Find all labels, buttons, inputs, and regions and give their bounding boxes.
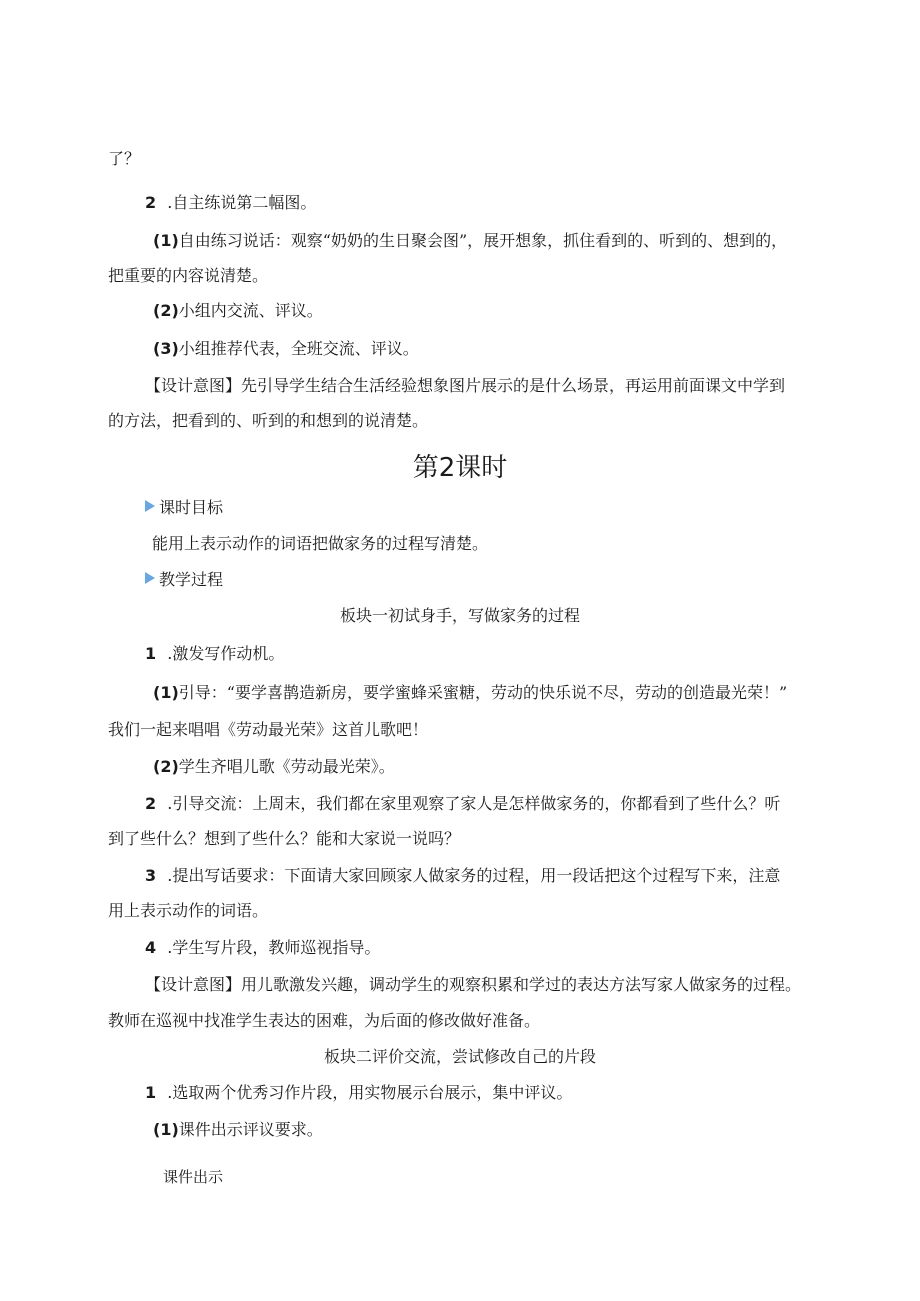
item-number: (3): [153, 339, 179, 358]
sub-item: [153, 339, 419, 359]
item-number: 2: [145, 193, 157, 212]
text-line: 到了些什么？想到了些什么？能和大家说一说吗？: [108, 829, 461, 848]
triangle-marker-icon: [145, 500, 155, 512]
item-number: 3: [145, 866, 157, 885]
text-line: 我们一起来唱唱《劳动最光荣》这首儿歌吧！: [108, 720, 429, 739]
item-number: 1: [145, 644, 157, 663]
item-number: (1): [153, 1120, 179, 1139]
item-text: 学生齐唱儿歌《劳动最光荣》。: [178, 757, 395, 776]
item-number: (1): [153, 231, 179, 250]
text-line: 教师在巡视中找准学生表达的困难，为后面的修改做好准备。: [108, 1011, 541, 1030]
sub-item: [153, 757, 395, 777]
item-text: .引导交流：上周末，我们都在家里观察了家人是怎样做家务的，你都看到了些什么？听: [167, 794, 781, 813]
sub-item: [153, 1120, 323, 1140]
block-heading: 板块二评价交流，尝试修改自己的片段: [323, 1047, 596, 1066]
list-item: [145, 1083, 572, 1103]
item-text: .学生写片段，教师巡视指导。: [167, 938, 381, 957]
heading-text: 教学过程: [159, 570, 224, 589]
text-line: 用上表示动作的词语。: [108, 901, 269, 920]
item-number: 1: [145, 1083, 157, 1102]
item-text: .提出写话要求：下面请大家回顾家人做家务的过程，用一段话把这个过程写下来，注意: [167, 866, 781, 885]
item-text: .选取两个优秀习作片段，用实物展示台展示，集中评议。: [167, 1083, 573, 1102]
triangle-marker-icon: [145, 572, 155, 584]
design-intent: 【设计意图】用儿歌激发兴趣，调动学生的观察积累和学过的表达方法写家人做家务的过程。: [145, 975, 802, 994]
item-number: 4: [145, 938, 157, 957]
item-text: .激发写作动机。: [167, 644, 285, 663]
text-line: 了？: [108, 149, 141, 168]
item-number: (2): [153, 757, 179, 776]
block-heading: 板块一初试身手，写做家务的过程: [339, 606, 580, 625]
sub-item: [153, 683, 787, 703]
section-heading-process: [145, 570, 223, 590]
text-line: 能用上表示动作的词语把做家务的过程写清楚。: [152, 534, 489, 553]
section-heading-goal: [145, 498, 223, 518]
item-number: 2: [145, 794, 157, 813]
design-intent: 【设计意图】先引导学生结合生活经验想象图片展示的是什么场景，再运用前面课文中学到: [145, 376, 786, 395]
item-number: (2): [153, 301, 179, 320]
item-text: 小组推荐代表，全班交流、评议。: [178, 339, 419, 358]
list-item: [145, 938, 380, 958]
item-text: 小组内交流、评议。: [178, 301, 323, 320]
courseware-label: 课件出示: [163, 1168, 224, 1186]
item-number: (1): [153, 683, 179, 702]
list-item: [145, 644, 284, 664]
list-item: [145, 193, 316, 213]
sub-item: [153, 231, 787, 251]
sub-item: [153, 301, 323, 321]
lesson-title: 第2课时: [412, 453, 508, 483]
item-text: 课件出示评议要求。: [178, 1120, 323, 1139]
heading-text: 课时目标: [159, 498, 224, 517]
text-line: 把重要的内容说清楚。: [108, 266, 269, 285]
list-item: [145, 794, 780, 814]
text-line: 的方法，把看到的、听到的和想到的说清楚。: [108, 411, 429, 430]
item-text: .自主练说第二幅图。: [167, 193, 317, 212]
item-text: 自由练习说话：观察“奶奶的生日聚会图”，展开想象，抓住看到的、听到的、想到的，: [178, 231, 788, 250]
item-text: 引导：“要学喜鹊造新房，要学蜜蜂采蜜糖，劳动的快乐说不尽，劳动的创造最光荣！”: [178, 683, 788, 702]
list-item: [145, 866, 780, 886]
